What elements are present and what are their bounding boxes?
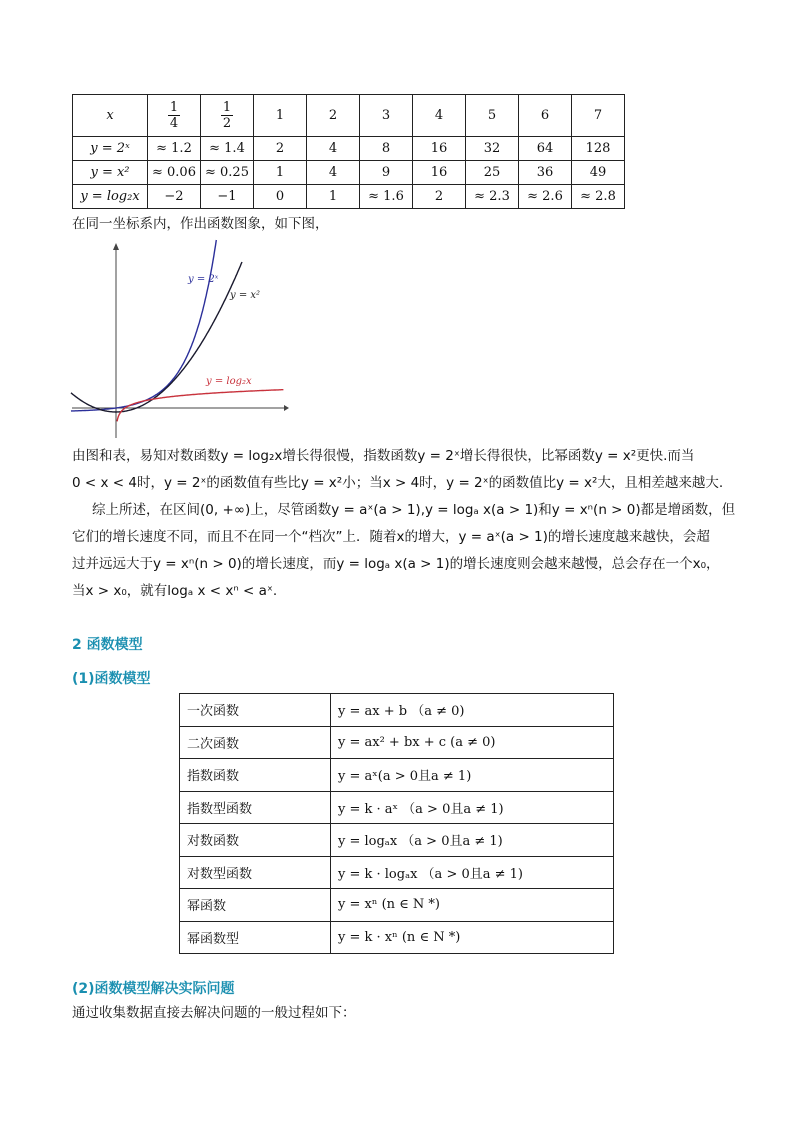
value-table [72, 94, 625, 209]
model-name: 指数函数 [180, 759, 331, 792]
table-row [180, 791, 614, 824]
table-cell: 0 [254, 185, 307, 209]
table-cell: y = log₂x [73, 185, 148, 209]
table-row [180, 824, 614, 857]
table-cell: 9 [360, 161, 413, 185]
model-formula: y = logₐx （a > 0且a ≠ 1) [331, 824, 614, 857]
paragraph: 它们的增长速度不同，而且不在同一个“档次”上．随着x的增大，y = aˣ(a > 1)的增长速度越来越快，会超 [72, 529, 710, 545]
table-cell: 4 [307, 161, 360, 185]
table-cell: −1 [201, 185, 254, 209]
table-cell: 49 [572, 161, 625, 185]
table-cell: 2 [413, 185, 466, 209]
model-formula: y = ax + b （a ≠ 0) [331, 694, 614, 727]
table-cell: 16 [413, 137, 466, 161]
table-row [180, 759, 614, 792]
model-name: 幂函数型 [180, 921, 331, 954]
model-formula: y = aˣ(a > 0且a ≠ 1) [331, 759, 614, 792]
label-log: y = log₂x [206, 376, 252, 387]
paragraph: 过并远远大于y = xⁿ(n > 0)的增长速度，而y = logₐ x(a > 1)的增长速度则会越来越慢，总会存在一个x₀， [72, 556, 720, 572]
table-row [73, 95, 625, 137]
model-name: 对数型函数 [180, 856, 331, 889]
model-formula: y = k · xⁿ (n ∈ N *) [331, 921, 614, 954]
table-row [180, 921, 614, 954]
paragraph: 当x > x₀，就有logₐ x < xⁿ < aˣ. [72, 583, 278, 599]
table-cell: 8 [360, 137, 413, 161]
label-exp: y = 2ˣ [188, 274, 219, 285]
model-table [179, 693, 614, 954]
y-axis-arrow-icon [113, 243, 119, 250]
table-row [180, 694, 614, 727]
model-name: 幂函数 [180, 889, 331, 922]
table-row [180, 856, 614, 889]
model-formula: y = xⁿ (n ∈ N *) [331, 889, 614, 922]
table-cell: 1 [254, 95, 307, 137]
table-row [180, 889, 614, 922]
table-cell: 5 [466, 95, 519, 137]
table-cell: ≈ 2.8 [572, 185, 625, 209]
table-cell: 1 [307, 185, 360, 209]
table-cell: 2 [307, 95, 360, 137]
paragraph: 综上所述，在区间(0, +∞)上，尽管函数y = aˣ(a > 1),y = logₐ x(a > 1)和y = xⁿ(n > 0)都是增函数，但 [92, 502, 736, 518]
model-formula: y = k · aˣ （a > 0且a ≠ 1) [331, 791, 614, 824]
paragraph: 通过收集数据直接去解决问题的一般过程如下： [72, 1005, 356, 1021]
table-cell: ≈ 0.06 [148, 161, 201, 185]
table-cell: 64 [519, 137, 572, 161]
table-cell: 7 [572, 95, 625, 137]
table-row [73, 137, 625, 161]
table-cell: 128 [572, 137, 625, 161]
label-pow: y = x² [230, 290, 261, 301]
x-axis-arrow-icon [284, 405, 289, 411]
table-cell: ≈ 0.25 [201, 161, 254, 185]
table-cell: 36 [519, 161, 572, 185]
model-name: 二次函数 [180, 726, 331, 759]
function-graph [70, 238, 292, 440]
curve-exp [71, 240, 216, 411]
section-heading: 2 函数模型 [72, 637, 143, 653]
model-formula: y = ax² + bx + c (a ≠ 0) [331, 726, 614, 759]
table-row [73, 185, 625, 209]
table-cell: 2 [254, 137, 307, 161]
paragraph: 0 < x < 4时，y = 2ˣ的函数值有些比y = x²小；当x > 4时，y = 2ˣ的函数值比y = x²大，且相差越来越大. [72, 475, 724, 491]
table-cell: 32 [466, 137, 519, 161]
table-cell: 1 [254, 161, 307, 185]
table-cell: −2 [148, 185, 201, 209]
table-cell: x [73, 95, 148, 137]
model-name: 指数型函数 [180, 791, 331, 824]
table-cell: ≈ 1.2 [148, 137, 201, 161]
table-row [73, 161, 625, 185]
paragraph: 由图和表，易知对数函数y = log₂x增长得很慢，指数函数y = 2ˣ增长得很快，比幂函数y = x²更快.而当 [72, 448, 695, 464]
table-cell: $\frac{1}{4}$ [148, 95, 201, 137]
model-name: 对数函数 [180, 824, 331, 857]
paragraph: 在同一坐标系内，作出函数图象，如下图， [72, 216, 329, 232]
table-cell: 4 [413, 95, 466, 137]
table-cell: 3 [360, 95, 413, 137]
table-cell: ≈ 2.6 [519, 185, 572, 209]
table-cell: y = 2ˣ [73, 137, 148, 161]
table-cell: ≈ 2.3 [466, 185, 519, 209]
table-cell: $\frac{1}{2}$ [201, 95, 254, 137]
table-cell: ≈ 1.6 [360, 185, 413, 209]
subsection-heading: (2)函数模型解决实际问题 [72, 981, 235, 997]
model-formula: y = k · logₐx （a > 0且a ≠ 1) [331, 856, 614, 889]
table-cell: 25 [466, 161, 519, 185]
table-row [180, 726, 614, 759]
table-cell: 4 [307, 137, 360, 161]
table-cell: 16 [413, 161, 466, 185]
subsection-heading: (1)函数模型 [72, 671, 151, 687]
table-cell: 6 [519, 95, 572, 137]
table-cell: ≈ 1.4 [201, 137, 254, 161]
table-cell: y = x² [73, 161, 148, 185]
model-name: 一次函数 [180, 694, 331, 727]
